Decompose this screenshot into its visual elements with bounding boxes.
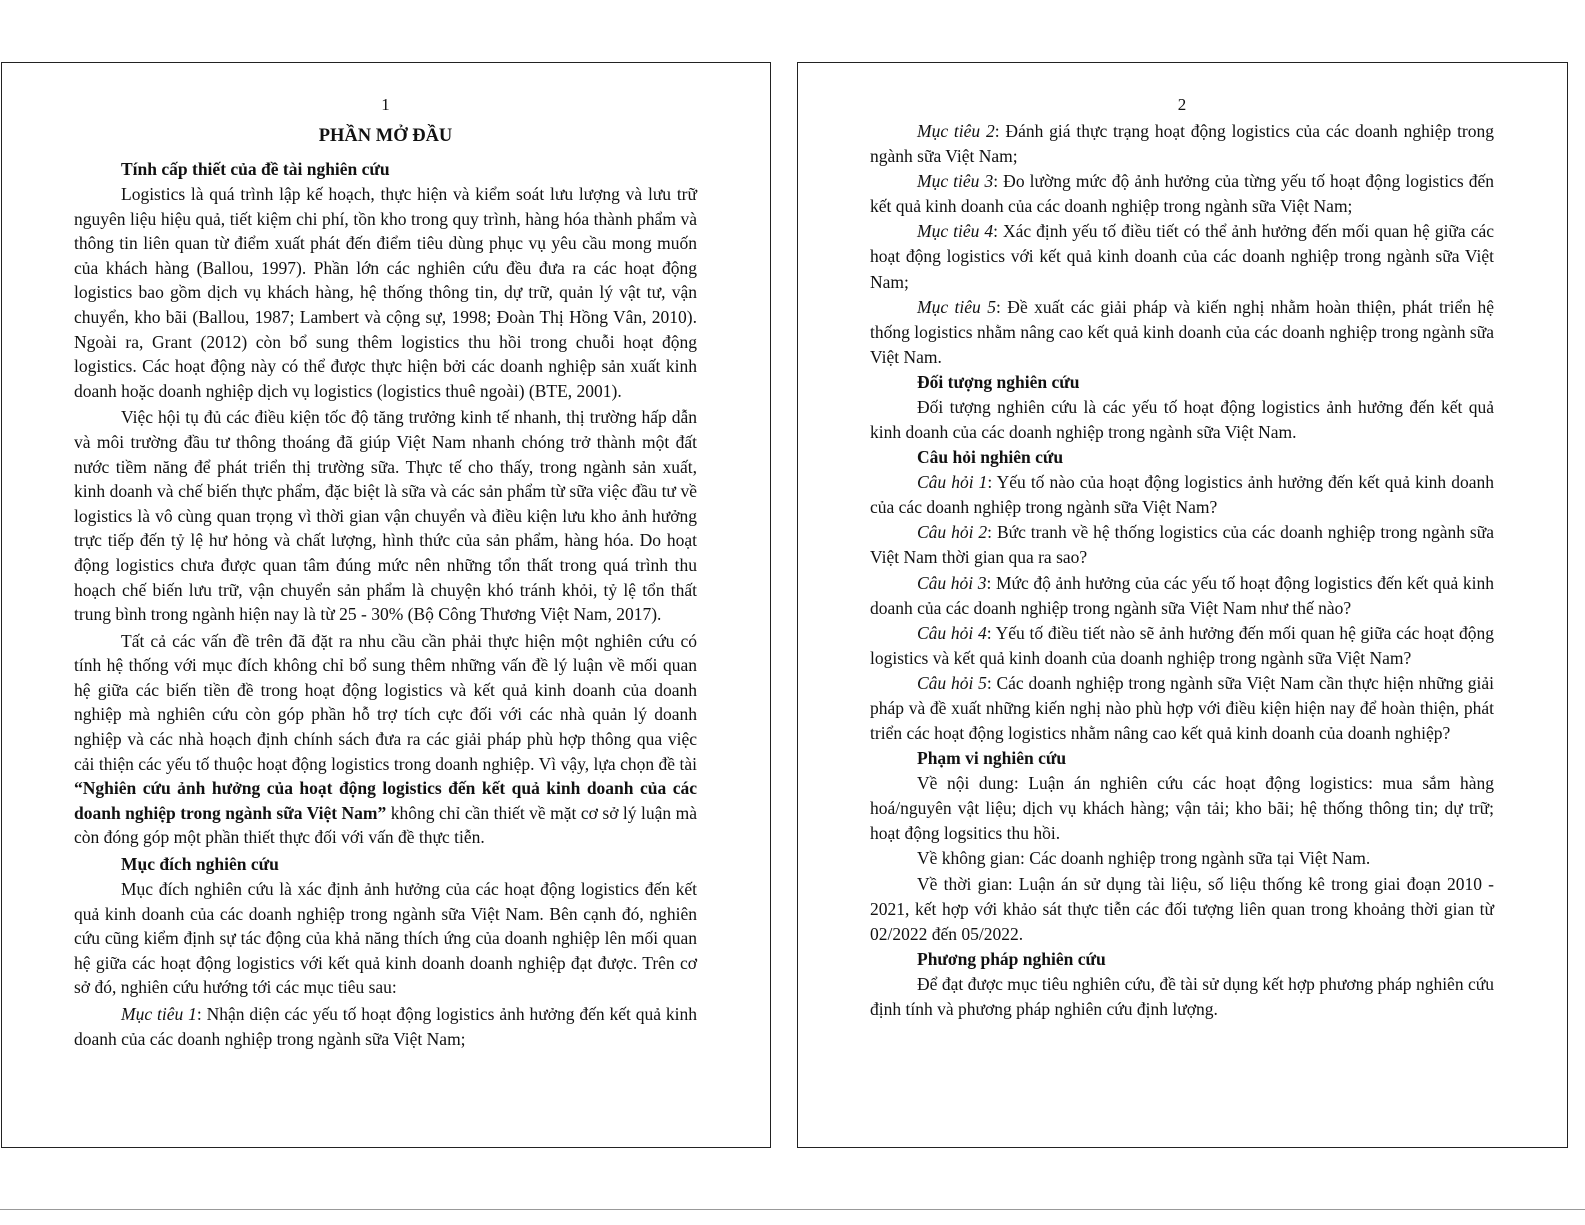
section-heading-purpose: Mục đích nghiên cứu	[121, 854, 279, 875]
question-label: Câu hỏi 4	[917, 622, 987, 643]
paragraph-text: Tất cả các vấn đề trên đã đặt ra nhu cầu cần phải thực hiện một nghiên cứu có tính hệ thống với mục đích không chỉ bổ sung thêm những vấn đề lý luận về mối quan hệ giữa các biến tiền đề trong hoạt động logistics và kết quả kinh doanh của doanh nghiệp mà nghiên cứu còn góp phần hỗ trợ tích cực đối với các nhà quản lý doanh nghiệp và các nhà hoạch định chính sách đưa ra các giải pháp phù hợp thông qua việc cải thiện các yếu tố thuộc hoạt động logistics trong doanh nghiệp. Vì vậy, lựa chọn đề tài	[74, 630, 697, 774]
goal-text: : Nhận diện các yếu tố hoạt động logistics ảnh hưởng đến kết quả kinh doanh của các doanh nghiệp trong ngành sữa Việt Nam;	[74, 1004, 698, 1049]
page-1-content	[74, 95, 697, 1051]
paragraph-scope-space: Về không gian: Các doanh nghiệp trong ngành sữa tại Việt Nam.	[917, 848, 1371, 869]
goal-label: Mục tiêu 4	[917, 221, 994, 242]
question-text: : Mức độ ảnh hưởng của các yếu tố hoạt động logistics đến kết quả kinh doanh của các doanh nghiệp trong ngành sữa Việt Nam như thế nào?	[870, 572, 1494, 618]
question-text: : Yếu tố điều tiết nào sẽ ảnh hưởng đến mối quan hệ giữa các hoạt động logistics và kết quả kinh doanh của doanh nghiệp trong ngành sữa Việt Nam?	[870, 622, 1494, 668]
bottom-divider	[0, 1209, 1585, 1210]
goal-text: : Đề xuất các giải pháp và kiến nghị nhằm hoàn thiện, phát triển hệ thống logistics nhằm nâng cao kết quả kinh doanh của các doanh nghiệp trong ngành sữa Việt Nam.	[870, 296, 1494, 367]
section-heading-object: Đối tượng nghiên cứu	[917, 371, 1080, 392]
question-item-3	[870, 571, 1494, 621]
question-text: : Yếu tố nào của hoạt động logistics ảnh hưởng đến kết quả kinh doanh của các doanh nghiệp trong ngành sữa Việt Nam?	[870, 472, 1494, 518]
page-number: 2	[1177, 95, 1187, 114]
question-text: : Bức tranh về hệ thống logistics của các doanh nghiệp trong ngành sữa Việt Nam thời gian qua ra sao?	[870, 522, 1494, 568]
question-item-5	[870, 671, 1494, 746]
question-label: Câu hỏi 5	[917, 672, 987, 693]
goal-label: Mục tiêu 3	[917, 171, 994, 192]
paragraph-scope-time: Về thời gian: Luận án sử dụng tài liệu, số liệu thống kê trong giai đoạn 2010 - 2021, kết hợp với khảo sát thực tiễn các đối tượng liên quan trong khoảng thời gian từ 02/2022 đến 05/2022.	[870, 873, 1494, 944]
paragraph-topic-selection	[74, 629, 697, 850]
question-item-2	[870, 520, 1494, 570]
paragraph-scope-content: Về nội dung: Luận án nghiên cứu các hoạt động logistics: mua sắm hàng hoá/nguyên vật liệu; dịch vụ khách hàng; vận tải; kho bãi; hệ thống thông tin; dự trữ; hoạt động logsitics thu hồi.	[870, 773, 1494, 844]
paragraph-logistics-definition: Logistics là quá trình lập kế hoạch, thực hiện và kiểm soát lưu lượng và lưu trữ nguyên liệu hiệu quả, tiết kiệm chi phí, tồn kho trong quy trình, hàng hóa thành phẩm và thông tin liên quan từ điểm xuất phát đến điểm tiêu dùng phục vụ yêu cầu mong muốn của khách hàng (Ballou, 1997). Phần lớn các nghiên cứu đều đưa ra các hoạt động logistics bao gồm dịch vụ khách hàng, hệ thống thông tin, dự trữ, quản lý vật tư, vận chuyển, kho bãi (Ballou, 1987; Lambert và cộng sự, 1998; Đoàn Thị Hồng Vân, 2010). Ngoài ra, Grant (2012) còn bổ sung thêm logistics thu hồi trong chuỗi hoạt động logistics. Các hoạt động này có thể được thực hiện bởi các doanh nghiệp sản xuất kinh doanh hoặc doanh nghiệp dịch vụ logistics (logistics thuê ngoài) (BTE, 2001).	[74, 184, 697, 401]
goal-label: Mục tiêu 1	[121, 1004, 197, 1024]
section-heading-questions: Câu hỏi nghiên cứu	[917, 447, 1064, 468]
goal-label: Mục tiêu 5	[917, 296, 996, 317]
thesis-title-bold: “Nghiên cứu ảnh hưởng của hoạt động logistics đến kết quả kinh doanh của các doanh nghiệp trong ngành sữa Việt Nam”	[74, 778, 697, 823]
goal-text: : Đo lường mức độ ảnh hưởng của từng yếu tố hoạt động logistics đến kết quả kinh doanh của các doanh nghiệp trong ngành sữa Việt Nam;	[870, 171, 1495, 217]
document-page-2	[797, 62, 1568, 1148]
paragraph-vietnam-dairy-market: Việc hội tụ đủ các điều kiện tốc độ tăng trưởng kinh tế nhanh, thị trường hấp dẫn và môi trường đầu tư thông thoáng đã giúp Việt Nam nhanh chóng trở thành một đất nước tiềm năng để phát triển thị trường sữa. Thực tế cho thấy, trong ngành sản xuất, kinh doanh và chế biến thực phẩm, đặc biệt là sữa và các sản phẩm từ sữa việc đầu tư về logistics là vô cùng quan trọng vì thời gian vận chuyển và điều kiện lưu kho ảnh hưởng trực tiếp đến tỷ lệ hư hỏng và chất lượng, hình thức của sản phẩm, hàng hóa. Do hoạt động logistics chưa được quan tâm đúng mức nên những tổn thất trong quá trình thu hoạch chế biến lưu trữ, vận chuyển sản phẩm là chuyện khó tránh khỏi, tỷ lệ tổn thất trung bình trong ngành hiện nay là từ 25 - 30% (Bộ Công Thương Việt Nam, 2017).	[74, 407, 697, 625]
question-item-4	[870, 621, 1494, 671]
paragraph-method: Để đạt được mục tiêu nghiên cứu, đề tài sử dụng kết hợp phương pháp nghiên cứu định tính và phương pháp nghiên cứu định lượng.	[870, 973, 1494, 1019]
question-label: Câu hỏi 2	[917, 522, 988, 543]
section-heading-method: Phương pháp nghiên cứu	[917, 948, 1106, 969]
page-number: 1	[381, 95, 390, 114]
paragraph-text: không chỉ cần thiết về mặt cơ sở lý luận mà còn đóng góp một phần thiết thực đối với vấn đề thực tiễn.	[74, 802, 697, 848]
goal-label: Mục tiêu 2	[917, 121, 995, 141]
goal-item-1	[74, 1002, 697, 1051]
paragraph-purpose: Mục đích nghiên cứu là xác định ảnh hưởng của các hoạt động logistics đến kết quả kinh doanh của các doanh nghiệp trong ngành sữa Việt Nam. Bên cạnh đó, nghiên cứu cũng kiểm định sự tác động của khả năng thích ứng của doanh nghiệp lên mối quan hệ giữa các hoạt động logistics với kết quả kinh doanh doanh nghiệp đạt được. Trên cơ sở đó, nghiên cứu hướng tới các mục tiêu sau:	[74, 879, 697, 998]
document-page-1	[1, 62, 771, 1148]
goal-text: : Xác định yếu tố điều tiết có thể ảnh hưởng đến mối quan hệ giữa các hoạt động logistics với kết quả kinh doanh của các doanh nghiệp trong ngành sữa Việt Nam;	[870, 221, 1494, 292]
section-heading-urgency: Tính cấp thiết của đề tài nghiên cứu	[121, 159, 390, 179]
goal-item-2	[870, 119, 1494, 169]
question-label: Câu hỏi 1	[917, 472, 988, 493]
goal-text: : Đánh giá thực trạng hoạt động logistics của các doanh nghiệp trong ngành sữa Việt Nam;	[870, 121, 1495, 167]
goal-item-4	[870, 219, 1494, 294]
question-item-1	[870, 470, 1494, 520]
section-heading-scope: Phạm vi nghiên cứu	[917, 748, 1067, 769]
goal-item-3	[870, 169, 1494, 219]
goal-item-5	[870, 295, 1494, 370]
question-label: Câu hỏi 3	[917, 572, 987, 593]
question-text: : Các doanh nghiệp trong ngành sữa Việt Nam cần thực hiện những giải pháp và đề xuất những kiến nghị nào phù hợp với điều kiện hiện nay để hoàn thiện, phát triển các hoạt động logistics nhằm nâng cao kết quả kinh doanh của doanh nghiệp?	[870, 672, 1494, 744]
chapter-title: PHẦN MỞ ĐẦU	[318, 126, 453, 146]
page-2-content	[870, 95, 1494, 1022]
paragraph-object: Đối tượng nghiên cứu là các yếu tố hoạt động logistics ảnh hưởng đến kết quả kinh doanh của các doanh nghiệp trong ngành sữa Việt Nam.	[870, 396, 1494, 443]
